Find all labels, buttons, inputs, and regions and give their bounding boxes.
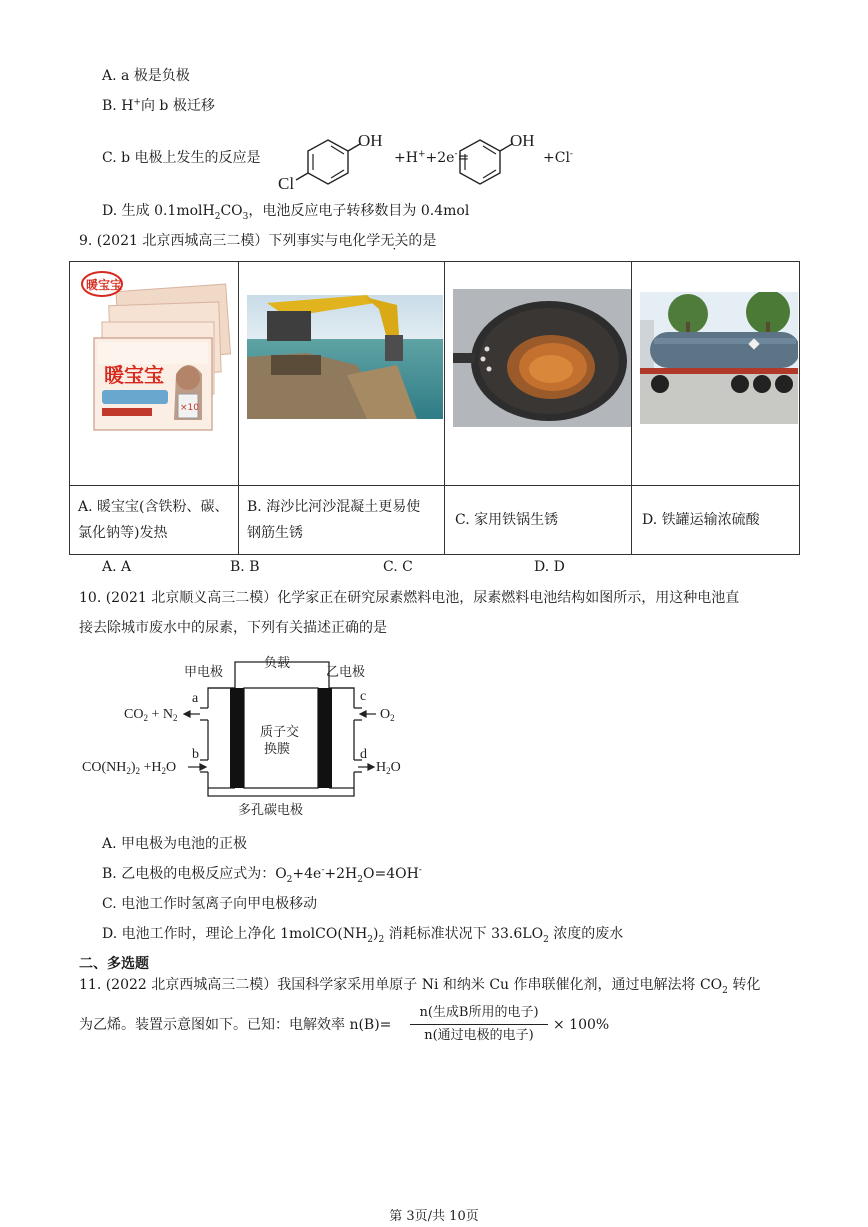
q11-stem-line2: 为乙烯。装置示意图如下。已知：电解效率 n(B)= (79, 1017, 392, 1033)
q11-stem-line1: 11. (2022 北京西城高三二模）我国科学家采用单原子 Ni 和纳米 Cu 作串联催化剂，通过电解法将 $CO_2$ 转化 (79, 977, 761, 996)
membrane-label-2: 换膜 (264, 742, 291, 757)
efficiency-fraction (410, 1004, 548, 1045)
q9-answer-b: B. B (230, 559, 260, 575)
left-electrode-label: 甲电极 (184, 665, 224, 680)
image-cell-b (239, 262, 445, 486)
chlorophenol-structure (276, 126, 396, 192)
q9-table (69, 261, 800, 555)
q10-stem-line2: 接去除城市废水中的尿素，下列有关描述正确的是 (79, 620, 387, 636)
image-cell-d (632, 262, 800, 486)
q8-option-b: B. H+向 b 极迁移 (102, 97, 215, 114)
q10-option-a: A. 甲电极为电池的正极 (102, 836, 248, 852)
q10-option-d: D. 电池工作时，理论上净化 $1molCO(NH_2)_2$ 消耗标准状况下 $33.6LO_2$ 浓度的废水 (102, 926, 624, 945)
fraction-numerator: n(生成B所用的电子) (410, 1004, 548, 1025)
port-a: a (192, 691, 199, 706)
image-cell-a (70, 262, 239, 486)
section-title: 二、多选题 (79, 956, 149, 972)
carbon-electrode-label: 多孔碳电极 (238, 803, 304, 818)
tanker-truck-photo (640, 292, 798, 424)
oh-label-1: OH (358, 131, 383, 150)
q10-option-b: B. 乙电极的电极反应式为：$O_2+4e^-+2H_2O=4OH^-$ (102, 865, 422, 885)
caption-a: A. 暖宝宝(含铁粉、碳、 氯化钠等)发热 (70, 486, 239, 555)
q8-option-c-end: +Cl- (543, 149, 573, 166)
fuel-cell-diagram (78, 650, 418, 825)
cl-label: Cl (278, 174, 295, 192)
q9-stem: 9. (2021 北京西城高三二模）下列事实与电化学无关的是 (79, 233, 437, 249)
port-d: d (360, 747, 367, 762)
phenol-structure (452, 126, 546, 192)
q9-answer-d: D. D (534, 559, 565, 575)
q8-option-d: D. 生成 $0.1molH_2CO_3$，电池反应电子转移数目为 0.4mol (102, 203, 470, 222)
hand-warmer-photo (80, 270, 232, 438)
left-input-label: $CO(NH_2)_2 +H_2O$ (82, 760, 177, 776)
rusty-wok-photo (453, 289, 631, 427)
load-label: 负载 (264, 656, 291, 671)
q8-option-a: A. a 极是负极 (102, 68, 190, 84)
oh-label-2: OH (510, 131, 535, 150)
fraction-denominator: n(通过电极的电子) (424, 1028, 534, 1043)
membrane-label-1: 质子交 (260, 725, 300, 740)
q8-option-c-middle: +H++2e-= (394, 149, 470, 166)
caption-d: D. 铁罐运输浓硫酸 (632, 486, 800, 555)
efficiency-multiplier: × 100% (553, 1017, 610, 1033)
q10-option-c: C. 电池工作时氢离子向甲电极移动 (102, 896, 318, 912)
q9-emphasis: 无关 (380, 233, 409, 249)
right-output-label: $H_2O$ (376, 760, 401, 776)
port-c: c (360, 689, 367, 704)
right-electrode-label: 乙电极 (326, 665, 366, 680)
pack-brand-text: 暖宝宝 (104, 363, 164, 387)
pack-logo-text: 暖宝宝 (86, 278, 123, 292)
page-footer: 第 3页/共 10页 (389, 1209, 479, 1224)
right-input-label: $O_2$ (380, 707, 395, 723)
left-output-label: $CO_2 + N_2$ (124, 707, 178, 723)
q9-answer-c: C. C (383, 559, 413, 575)
caption-b: B. 海沙比河沙混凝土更易使 钢筋生锈 (239, 486, 445, 555)
caption-c: C. 家用铁锅生锈 (445, 486, 632, 555)
pack-count-text: ×10 (180, 403, 199, 413)
excavator-sea-photo (247, 295, 443, 419)
q9-answer-a: A. A (102, 559, 132, 575)
image-cell-c (445, 262, 632, 486)
q10-stem-line1: 10. (2021 北京顺义高三二模）化学家正在研究尿素燃料电池，尿素燃料电池结构如图所示，用这种电池直 (79, 590, 740, 606)
q8-option-c: C. b 电极上发生的反应是 (102, 150, 261, 166)
port-b: b (192, 747, 199, 762)
